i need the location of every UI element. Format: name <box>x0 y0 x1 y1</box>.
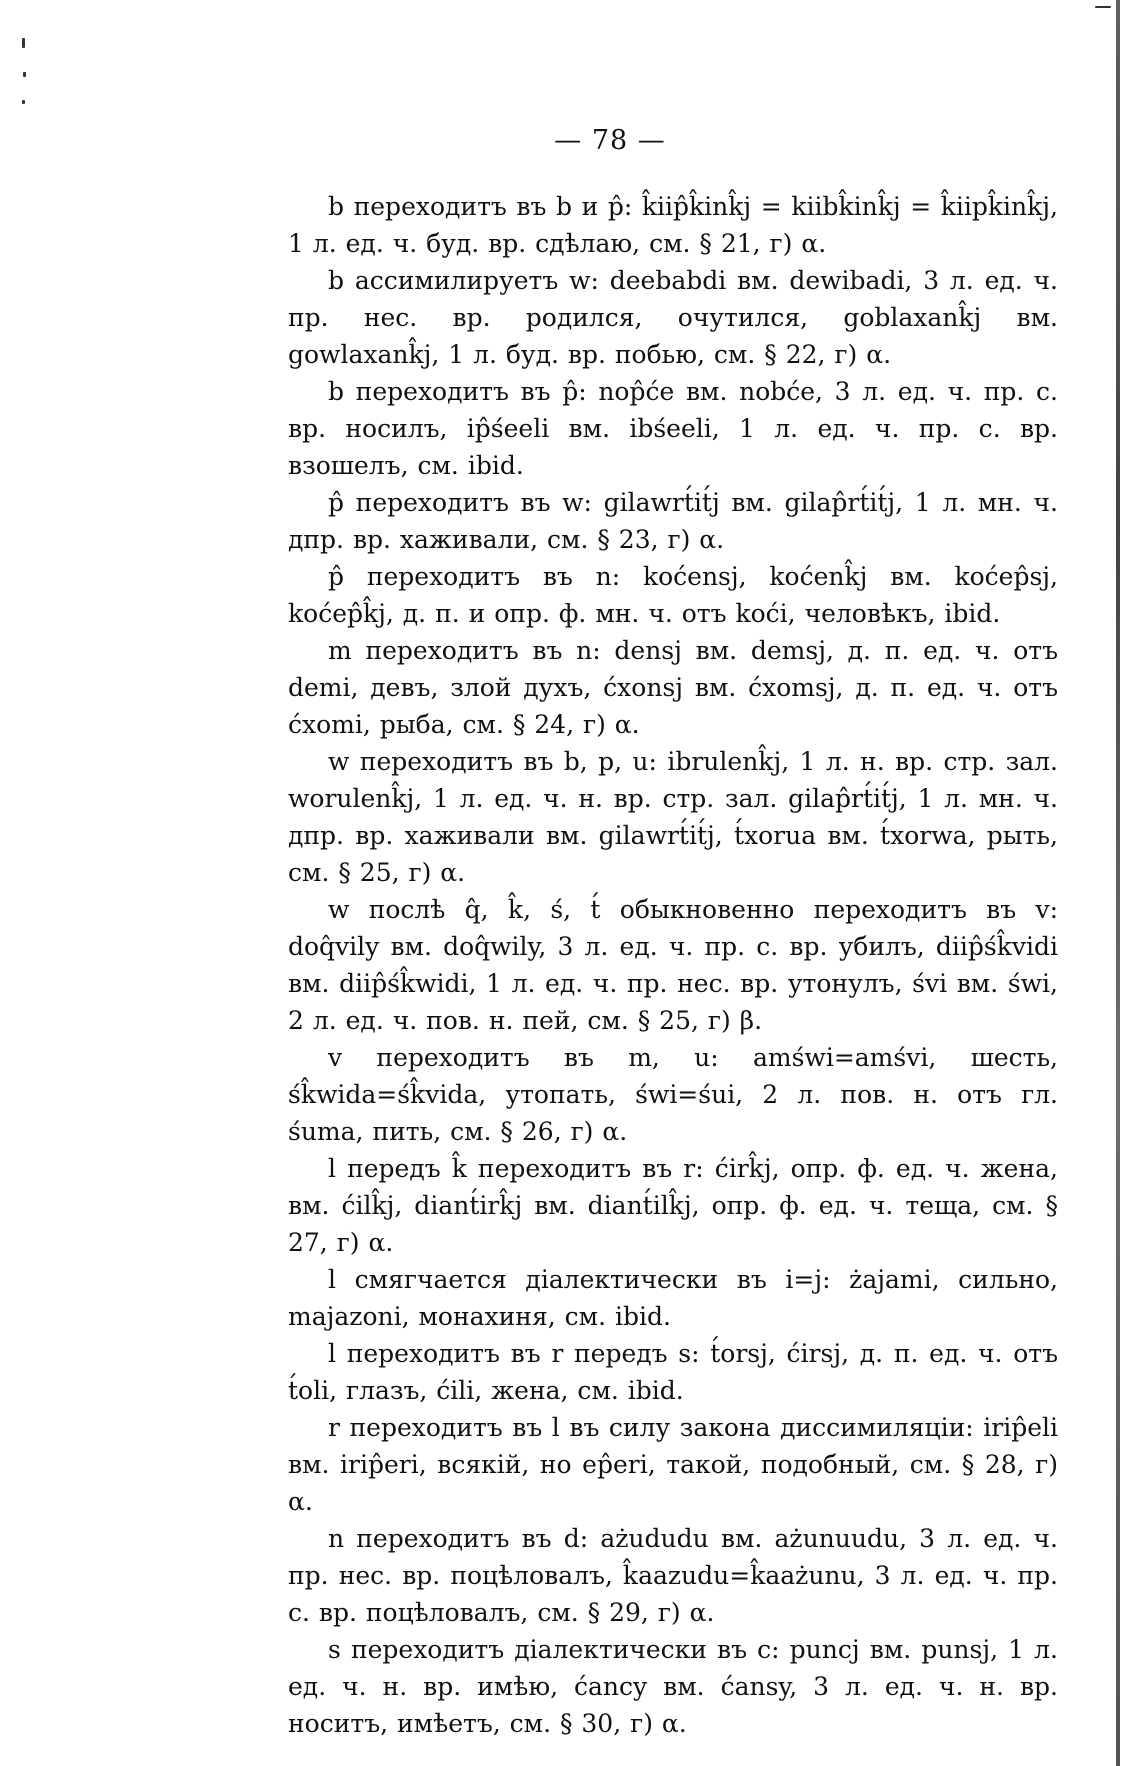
paragraph: p̂ переходитъ въ n: koćensj, koćenk̂j вм. koćep̂sj, koćep̂k̂j, д. п. и опр. ф. мн. ч. отъ koći, человѣкъ, ibid. <box>288 562 1058 628</box>
paragraph: r переходитъ въ l въ силу закона диссимиляціи: irip̂eli вм. irip̂eri, всякій, но ep̂eri, такой, подобный, см. § 28, г) α. <box>288 1413 1058 1516</box>
paragraph: w переходитъ въ b, p, u: ibrulenk̂j, 1 л. н. вр. стр. зал. worulenk̂j, 1 л. ед. ч. н. вр. стр. зал. gilap̂rt́it́j, 1 л. мн. ч. дпр. вр. хаживали вм. gilawrt́it́j, t́xorua вм. t́xorwa, рыть, см. § 25, г) α. <box>288 747 1058 887</box>
paragraph: w послѣ q̂, k̂, ś, t́ обыкновенно переходитъ въ v: doq̂vily вм. doq̂wily, 3 л. ед. ч. пр. с. вр. убилъ, diip̂śk̂vidi вм. diip̂śk̂widi, 1 л. ед. ч. пр. нес. вр. утонулъ, śvi вм. świ, 2 л. ед. ч. пов. н. пей, см. § 25, г) β. <box>288 895 1058 1035</box>
paragraph: v переходитъ въ m, u: amświ=amśvi, шесть, śk̂wida=śk̂vida, утопать, świ=śui, 2 л. пов. н. отъ гл. śuma, пить, см. § 26, г) α. <box>288 1043 1058 1146</box>
paragraph: l переходитъ въ r передъ s: t́orsj, ćirsj, д. п. ед. ч. отъ t́oli, глазъ, ćili, жена, см. ibid. <box>288 1339 1058 1405</box>
scan-speck <box>22 100 25 104</box>
page-number: — 78 — <box>554 125 666 156</box>
paragraph: n переходитъ въ d: ażududu вм. ażunuudu, 3 л. ед. ч. пр. нес. вр. поцѣловалъ, k̂aazudu=k̂aażunu, 3 л. ед. ч. пр. с. вр. поцѣловалъ, см. § 29, г) α. <box>288 1524 1058 1627</box>
scan-binding-edge <box>1116 0 1120 1766</box>
paragraph: m переходитъ въ n: densj вм. demsj, д. п. ед. ч. отъ demi, девъ, злой духъ, ćxonsj вм. ćxomsj, д. п. ед. ч. отъ ćxomi, рыба, см. § 24, г) α. <box>288 636 1058 739</box>
paragraph: l смягчается діалектически въ i=j: żajami, сильно, majazoni, монахиня, см. ibid. <box>288 1265 1058 1331</box>
scan-speck <box>22 38 25 48</box>
paragraph: b ассимилируетъ w: deebabdi вм. dewibadi, 3 л. ед. ч. пр. нес. вр. родился, очутился, goblaxank̂j вм. gowlaxank̂j, 1 л. буд. вр. побью, см. § 22, г) α. <box>288 266 1058 369</box>
paragraph: p̂ переходитъ въ w: gilawrt́it́j вм. gilap̂rt́it́j, 1 л. мн. ч. дпр. вр. хаживали, см. § 23, г) α. <box>288 488 1058 554</box>
scan-speck <box>1095 6 1111 8</box>
scan-speck <box>23 72 26 77</box>
paragraph: l передъ k̂ переходитъ въ r: ćirk̂j, опр. ф. ед. ч. жена, вм. ćilk̂j, diant́irk̂j вм. diant́ilk̂j, опр. ф. ед. ч. теща, см. § 27, г) α. <box>288 1154 1058 1257</box>
body-text <box>288 188 1058 1742</box>
paragraph: b переходитъ въ p̂: nop̂će вм. nobće, 3 л. ед. ч. пр. с. вр. носилъ, ip̂śeeli вм. ibśeeli, 1 л. ед. ч. пр. с. вр. взошелъ, см. ibid. <box>288 377 1058 480</box>
paragraph: b переходитъ въ b и p̂: k̂iip̂k̂ink̂j = kiibk̂ink̂j = k̂iipk̂ink̂j, 1 л. ед. ч. буд. вр. сдѣлаю, см. § 21, г) α. <box>288 192 1058 258</box>
paragraph: s переходитъ діалектически въ c: puncj вм. punsj, 1 л. ед. ч. н. вр. имѣю, ćancy вм. ćansy, 3 л. ед. ч. н. вр. носитъ, имѣетъ, см. § 30, г) α. <box>288 1635 1058 1738</box>
